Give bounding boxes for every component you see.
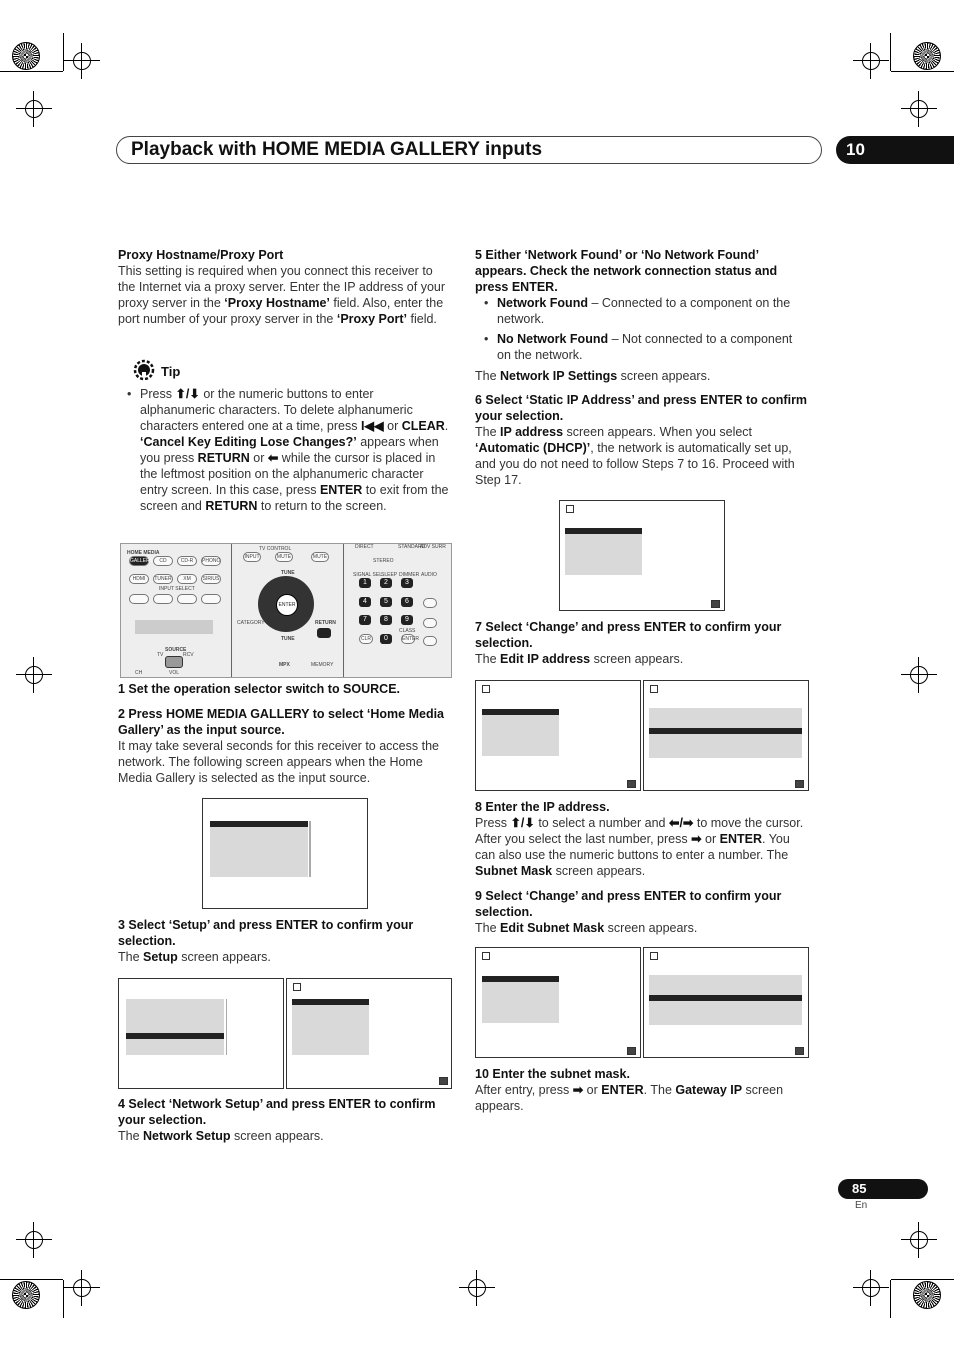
step-6-body (475, 424, 809, 488)
enter-key-name: ENTER (319, 483, 363, 497)
selected-menu-item (292, 999, 369, 1005)
network-ip-settings-screen-name: Network IP Settings (500, 369, 618, 383)
crop-line (890, 1280, 891, 1318)
edit-subnet-mask-screen-name: Edit Subnet Mask (500, 921, 605, 935)
blank-button (201, 594, 221, 604)
selected-menu-item (565, 528, 642, 534)
selected-menu-item (482, 709, 559, 715)
step-6-heading: 6 Select ‘Static IP Address’ and press ENTER to confirm your selection. (475, 393, 808, 423)
text-span: screen appears. When you select (563, 425, 753, 439)
tip-icon (133, 359, 155, 381)
step-7-heading: 7 Select ‘Change’ and press ENTER to confirm your selection. (475, 620, 782, 650)
phono-button: PHONO (202, 558, 221, 564)
class-label: CLASS (399, 628, 416, 634)
side-button (423, 636, 437, 646)
registration-mark-tl (73, 52, 91, 70)
number-key-4: 4 (359, 597, 371, 607)
text-span: The (475, 921, 501, 935)
number-key-7: 7 (359, 615, 371, 625)
number-key-5: 5 (380, 597, 392, 607)
steps-1-2 (118, 681, 452, 786)
edit-ip-address-screen-name: Edit IP address (500, 652, 591, 666)
subnet-entry-field (649, 995, 802, 1001)
tv-mute-button: MUTE (276, 554, 292, 560)
text-span: to select a number and (534, 816, 669, 830)
tuner-button: TUNER (154, 576, 172, 582)
registration-rosette-br (913, 1281, 941, 1309)
text-span: Press (475, 816, 511, 830)
tip-body (118, 386, 452, 514)
remote-section-numeric (345, 544, 451, 677)
text-span: . (444, 419, 449, 433)
category-label: CATEGORY (237, 620, 265, 626)
enter-button: ENTER (276, 594, 298, 616)
network-found-bullet (475, 295, 809, 327)
return-button (317, 628, 331, 638)
stereo-label: STEREO (373, 558, 394, 564)
xm-button: XM (177, 574, 197, 584)
registration-rosette-bl (12, 1281, 40, 1309)
text-span: The (475, 652, 501, 666)
number-key-8: 8 (380, 615, 392, 625)
hdmi-button: HDMI (129, 574, 149, 584)
crop-line (63, 33, 64, 71)
text-span: to return to the screen. (257, 499, 387, 513)
remote-display-window (135, 620, 213, 634)
return-key-name: RETURN (197, 451, 250, 465)
blank-button (129, 594, 149, 604)
rcv-label: RCV (183, 652, 194, 658)
number-key-6: 6 (401, 597, 413, 607)
return-icon (795, 1047, 804, 1055)
tip-bullet (118, 386, 452, 514)
proxy-section (118, 247, 452, 327)
source-label: SOURCE (165, 647, 187, 653)
cd-button: CD (153, 556, 173, 566)
step-10-body (475, 1082, 809, 1114)
registration-mark-bm (468, 1279, 486, 1297)
left-arrow-icon: ⬅ (267, 451, 279, 465)
number-key-0: 0 (380, 634, 392, 644)
step-10 (475, 1066, 809, 1114)
input-select-label: INPUT SELECT (159, 586, 195, 592)
ip-address-screen-name: IP address (500, 425, 564, 439)
number-key-3: 3 (401, 578, 413, 588)
crop-line (63, 1280, 64, 1318)
ip-address-screen (559, 500, 725, 611)
step-10-heading: 10 Enter the subnet mask. (475, 1067, 630, 1081)
text-span: screen appears. (617, 369, 711, 383)
network-ip-settings-note (475, 368, 809, 384)
step-2: 2 Press HOME MEDIA GALLERY to select ‘Home Media Gallery’ as the input source. (118, 707, 445, 737)
remote-section-nav (233, 544, 344, 677)
enter-small-button: ENTER (402, 636, 419, 642)
registration-mark-right-mid (910, 666, 928, 684)
text-span: or (249, 451, 268, 465)
text-span: screen appears. (590, 652, 684, 666)
proxy-heading: Proxy Hostname/Proxy Port (118, 248, 284, 262)
text-span: Press (140, 387, 176, 401)
up-down-arrow-icon: ⬆/⬇ (510, 816, 535, 830)
text-span: The (475, 425, 501, 439)
registration-mark-bl (73, 1279, 91, 1297)
no-network-found-label: No Network Found (497, 332, 609, 346)
return-icon (795, 780, 804, 788)
blank-button (177, 594, 197, 604)
sleep-label: SLEEP (381, 572, 398, 578)
up-down-arrow-icon: ⬆/⬇ (175, 387, 200, 401)
step-1: 1 Set the operation selector switch to SOURCE. (118, 682, 401, 696)
edit-subnet-screen-entry (643, 947, 809, 1058)
no-network-found-bullet (475, 331, 809, 363)
proxy-port-field-name: ‘Proxy Port’ (336, 312, 408, 326)
network-found-label: Network Found (497, 296, 588, 310)
setup-screen-list (118, 978, 284, 1089)
text-span: – Not connected to a component on the network. (497, 332, 793, 362)
text-span: After entry, press (475, 1083, 573, 1097)
menu-list-panel (210, 821, 308, 877)
subnet-mask-screen-name: Subnet Mask (475, 864, 553, 878)
menu-list-panel (126, 999, 224, 1055)
automatic-dhcp-option: ‘Automatic (DHCP)’ (475, 441, 591, 455)
step-5 (475, 247, 809, 488)
edit-ip-screen-list (475, 680, 641, 791)
setup-screen-name: Setup (143, 950, 178, 964)
tune-label-bottom: TUNE (281, 636, 295, 642)
return-key-name: RETURN (205, 499, 258, 513)
crop-line (891, 71, 954, 72)
standard-label: STANDARD (398, 544, 426, 550)
step-9-body (475, 920, 809, 936)
text-span: field. (407, 312, 437, 326)
selected-menu-item (126, 1033, 224, 1039)
mute-button: MUTE (312, 554, 328, 560)
return-icon (627, 1047, 636, 1055)
close-icon (650, 952, 658, 960)
audio-label: AUDIO (421, 572, 437, 578)
home-media-label: HOME MEDIA (127, 550, 160, 556)
return-icon (627, 780, 636, 788)
enter-key-name: ENTER (601, 1083, 644, 1097)
text-span: or (583, 1083, 602, 1097)
step-2-body: It may take several seconds for this receiver to access the network. The following screen appears when the Home Media Gallery is selected as the input source. (118, 739, 439, 785)
menu-list-panel (292, 999, 369, 1055)
scrollbar (226, 999, 227, 1055)
close-icon (482, 685, 490, 693)
network-setup-screen-name: Network Setup (143, 1129, 231, 1143)
side-button (423, 598, 437, 608)
blank-button (153, 594, 173, 604)
crop-line (891, 1279, 954, 1280)
cdr-button: CD-R (177, 556, 197, 566)
proxy-body (118, 263, 452, 327)
crop-line (0, 1279, 63, 1280)
remote-section-input (121, 544, 232, 677)
registration-rosette-tl (12, 42, 40, 70)
registration-rosette-tr (913, 42, 941, 70)
edit-ip-screen-entry (643, 680, 809, 791)
operation-selector-switch (165, 656, 183, 668)
number-key-9: 9 (401, 615, 413, 625)
text-span: screen appears. (604, 921, 698, 935)
side-button (423, 618, 437, 628)
page-header-title: Playback with HOME MEDIA GALLERY inputs (116, 136, 822, 164)
text-span: . The (643, 1083, 676, 1097)
text-span: . You can also use the numeric buttons to enter a number. The (475, 832, 790, 862)
tv-control-label: TV CONTROL (259, 546, 292, 552)
text-span: screen appears. (230, 1129, 324, 1143)
page-number: 85 (838, 1179, 928, 1199)
text-span: to exit from the screen and (140, 483, 449, 513)
text-span: – Connected to a component on the network. (497, 296, 791, 326)
step-3-heading: 3 Select ‘Setup’ and press ENTER to confirm your selection. (118, 918, 414, 948)
clear-key-name: CLEAR (401, 419, 445, 433)
close-icon (293, 983, 301, 991)
gateway-ip-screen-name: Gateway IP (675, 1083, 743, 1097)
registration-mark-left-mid (25, 666, 43, 684)
tv-label: TV (157, 652, 164, 658)
dimmer-label: DIMMER (399, 572, 420, 578)
menu-list-panel (565, 528, 642, 575)
text-span: or (383, 419, 402, 433)
text-span: , the network is automatically set up, and you do not need to follow Steps 7 to 16. Proceed with Step 17. (475, 441, 795, 487)
mpx-label: MPX (279, 662, 290, 668)
text-span: field. Also, enter the port number of your proxy server in the (118, 296, 444, 326)
return-label: RETURN (315, 620, 336, 626)
return-icon (439, 1077, 448, 1085)
home-media-gallery-button: GALLERY (130, 558, 153, 564)
menu-list-panel (482, 976, 559, 1023)
direct-label: DIRECT (355, 544, 374, 550)
right-arrow-icon: ➡ (691, 832, 702, 846)
text-span: to move the cursor. After you select the last number, press (475, 816, 804, 846)
registration-mark-tr (862, 52, 880, 70)
registration-mark-right-lower (910, 1231, 928, 1249)
chapter-number-tab: 10 (836, 136, 954, 164)
step-4-heading: 4 Select ‘Network Setup’ and press ENTER to confirm your selection. (118, 1097, 436, 1127)
text-span: screen appears. (552, 864, 646, 878)
step-8-heading: 8 Enter the IP address. (475, 800, 610, 814)
registration-mark-br (862, 1279, 880, 1297)
ip-entry-field (649, 728, 802, 734)
tune-label: TUNE (281, 570, 295, 576)
step-9-heading: 9 Select ‘Change’ and press ENTER to confirm your selection. (475, 889, 782, 919)
text-span: The (118, 950, 144, 964)
menu-list-panel (482, 709, 559, 756)
step-3 (118, 917, 452, 965)
sirius-button: SIRIUS (202, 576, 220, 582)
crop-line (890, 33, 891, 71)
scrollbar (309, 821, 311, 877)
step-4 (118, 1096, 452, 1144)
tv-input-button: INPUT (244, 554, 260, 560)
selected-menu-item (210, 821, 308, 827)
setup-screen-detail (286, 978, 452, 1089)
close-icon (566, 505, 574, 513)
text-span: This setting is required when you connect this receiver to the Internet via a proxy server. Enter the IP address of your proxy server in the (118, 264, 446, 310)
registration-mark-right-upper (910, 100, 928, 118)
text-span: screen appears. (177, 950, 271, 964)
adv-surr-label: ADV SURR (420, 544, 446, 550)
number-key-1: 1 (359, 578, 371, 588)
home-media-gallery-screen (202, 798, 368, 909)
step-3-body (118, 949, 452, 965)
text-span: appears when you press (140, 435, 439, 465)
registration-mark-left-lower (25, 1231, 43, 1249)
text-span: screen appears. (475, 1083, 784, 1113)
text-span: The (118, 1129, 144, 1143)
right-arrow-icon: ➡ (572, 1083, 584, 1097)
text-span: while the cursor is placed in the leftmost position on the alphanumeric character entry screen. In this case, press (140, 451, 436, 497)
memory-label: MEMORY (311, 662, 334, 668)
enter-key-name: ENTER (719, 832, 762, 846)
step-7-body (475, 651, 809, 667)
clr-button: CLR (360, 636, 371, 642)
proxy-hostname-field-name: ‘Proxy Hostname’ (224, 296, 330, 310)
language-code: En (855, 1200, 868, 1211)
text-span: The (475, 369, 501, 383)
text-span: or the numeric buttons to enter alphanumeric characters. To delete alphanumeric characters entered one at a time, press (140, 387, 413, 433)
return-icon (711, 600, 720, 608)
close-icon (650, 685, 658, 693)
signal-sel-label: SIGNAL SEL (353, 572, 382, 578)
remote-control-illustration (120, 543, 452, 678)
crop-line (0, 71, 63, 72)
number-key-2: 2 (380, 578, 392, 588)
text-span: or (701, 832, 720, 846)
close-icon (482, 952, 490, 960)
step-5-heading: 5 Either ‘Network Found’ or ‘No Network Found’ appears. Check the network connection status and press ENTER. (475, 248, 778, 294)
selected-menu-item (482, 976, 559, 982)
step-8 (475, 799, 809, 936)
left-right-arrow-icon: ⬅/➡ (668, 816, 694, 830)
step-4-body (118, 1128, 452, 1144)
registration-mark-left-upper (25, 100, 43, 118)
tip-title: Tip (161, 364, 181, 379)
cancel-message: ‘Cancel Key Editing Lose Changes?’ (140, 435, 357, 449)
vol-label: VOL (169, 670, 180, 676)
skip-back-icon: I◀◀ (360, 419, 384, 433)
step-8-body (475, 815, 809, 879)
step-7 (475, 619, 809, 667)
ch-label: CH (135, 670, 143, 676)
edit-subnet-screen-list (475, 947, 641, 1058)
